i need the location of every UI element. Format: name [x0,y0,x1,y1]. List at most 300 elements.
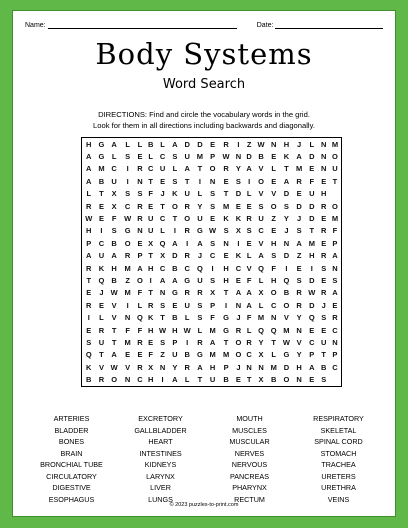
grid-letter[interactable]: J [321,300,326,310]
grid-letter[interactable]: W [183,325,191,335]
grid-letter[interactable]: F [246,313,252,323]
grid-letter[interactable]: J [99,288,104,298]
grid-letter[interactable]: E [246,238,252,248]
grid-letter[interactable]: E [296,263,302,273]
grid-letter[interactable]: B [86,375,92,385]
grid-letter[interactable]: Y [296,350,302,360]
grid-letter[interactable]: E [148,201,154,211]
grid-letter[interactable]: E [223,176,229,186]
grid-letter[interactable]: A [111,139,117,149]
grid-letter[interactable]: T [111,325,117,335]
grid-letter[interactable]: O [332,152,338,162]
grid-letter[interactable]: A [86,164,92,174]
grid-letter[interactable]: P [210,300,216,310]
grid-letter[interactable]: E [271,152,277,162]
grid-letter[interactable]: F [271,263,277,273]
grid-letter[interactable]: E [309,375,315,385]
grid-letter[interactable]: E [235,201,241,211]
grid-letter[interactable]: S [172,176,178,186]
grid-letter[interactable]: S [160,300,166,310]
grid-letter[interactable]: R [98,325,105,335]
grid-letter[interactable]: W [159,325,167,335]
grid-letter[interactable]: Z [271,214,277,224]
grid-letter[interactable]: K [86,362,92,372]
grid-letter[interactable]: E [321,176,327,186]
grid-letter[interactable]: X [210,288,216,298]
grid-letter[interactable]: F [148,350,153,360]
grid-letter[interactable]: R [321,226,327,236]
grid-letter[interactable]: I [285,263,288,273]
grid-letter[interactable]: C [159,263,166,273]
grid-letter[interactable]: U [309,189,315,199]
grid-letter[interactable]: F [332,226,338,236]
grid-letter[interactable]: Y [197,201,203,211]
grid-letter[interactable]: Q [159,238,166,248]
grid-letter[interactable]: R [184,288,190,298]
grid-letter[interactable]: O [137,275,143,285]
grid-letter[interactable]: O [124,238,131,248]
grid-letter[interactable]: G [223,325,230,335]
grid-letter[interactable]: V [258,189,264,199]
grid-letter[interactable]: Y [172,362,178,372]
grid-letter[interactable]: M [124,263,131,273]
grid-letter[interactable]: N [283,238,290,248]
grid-letter[interactable]: X [258,375,264,385]
grid-letter[interactable]: C [159,152,166,162]
grid-letter[interactable]: A [172,275,178,285]
grid-letter[interactable]: J [297,214,302,224]
grid-letter[interactable]: S [111,226,117,236]
grid-letter[interactable]: H [223,275,229,285]
grid-letter[interactable]: C [111,164,117,174]
grid-letter[interactable]: L [309,139,315,149]
grid-letter[interactable]: O [235,350,242,360]
grid-letter[interactable]: D [309,275,315,285]
grid-letter[interactable]: J [236,313,241,323]
grid-letter[interactable]: A [246,288,252,298]
grid-letter[interactable]: T [246,375,252,385]
grid-letter[interactable]: L [258,275,264,285]
grid-letter[interactable]: R [296,176,302,186]
grid-letter[interactable]: E [137,152,143,162]
grid-letter[interactable]: H [172,325,178,335]
grid-letter[interactable]: C [332,362,338,372]
grid-letter[interactable]: E [148,337,154,347]
grid-letter[interactable]: V [258,238,264,248]
grid-letter[interactable]: H [271,275,277,285]
grid-letter[interactable]: N [321,139,327,149]
grid-letter[interactable]: H [147,325,154,335]
grid-letter[interactable]: E [210,214,216,224]
grid-letter[interactable]: C [98,238,105,248]
grid-letter[interactable]: S [125,152,131,162]
grid-letter[interactable]: R [223,164,229,174]
grid-letter[interactable]: G [124,226,131,236]
grid-letter[interactable]: A [184,164,190,174]
grid-letter[interactable]: S [210,189,216,199]
grid-letter[interactable]: W [209,226,217,236]
grid-letter[interactable]: V [258,164,264,174]
grid-letter[interactable]: T [148,176,153,186]
grid-letter[interactable]: H [309,251,315,261]
grid-letter[interactable]: A [283,176,290,186]
grid-letter[interactable]: R [86,201,92,211]
grid-letter[interactable]: W [110,362,118,372]
grid-letter[interactable]: L [148,152,153,162]
grid-letter[interactable]: F [246,275,252,285]
grid-letter[interactable]: A [197,362,203,372]
grid-letter[interactable]: K [223,214,229,224]
grid-letter[interactable]: B [98,176,105,186]
grid-letter[interactable]: V [296,337,302,347]
grid-letter[interactable]: S [172,152,178,162]
grid-letter[interactable]: D [283,189,290,199]
grid-letter[interactable]: L [137,139,143,149]
grid-letter[interactable]: N [332,337,338,347]
grid-letter[interactable]: Z [246,139,252,149]
grid-letter[interactable]: P [223,362,229,372]
grid-letter[interactable]: T [321,350,327,360]
grid-letter[interactable]: W [110,288,118,298]
grid-letter[interactable]: I [100,226,103,236]
grid-letter[interactable]: T [332,176,338,186]
grid-letter[interactable]: T [271,337,277,347]
grid-letter[interactable]: E [210,139,216,149]
grid-letter[interactable]: S [246,226,252,236]
grid-letter[interactable]: V [111,300,117,310]
grid-letter[interactable]: C [137,375,143,385]
grid-letter[interactable]: U [147,214,154,224]
grid-letter[interactable]: O [235,337,242,347]
grid-letter[interactable]: S [210,275,216,285]
grid-letter[interactable]: E [137,350,143,360]
grid-letter[interactable]: N [296,325,302,335]
grid-letter[interactable]: N [246,362,252,372]
grid-letter[interactable]: L [86,189,92,199]
grid-letter[interactable]: Z [160,350,165,360]
grid-letter[interactable]: E [98,300,104,310]
grid-letter[interactable]: J [197,251,202,261]
grid-letter[interactable]: B [184,350,190,360]
grid-letter[interactable]: Q [196,263,203,273]
grid-letter[interactable]: W [85,214,93,224]
grid-letter[interactable]: N [296,375,302,385]
grid-letter[interactable]: E [332,300,338,310]
grid-letter[interactable]: R [184,226,190,236]
grid-letter[interactable]: T [160,313,165,323]
grid-letter[interactable]: U [184,189,190,199]
grid-letter[interactable]: P [172,337,178,347]
grid-letter[interactable]: U [98,337,105,347]
grid-letter[interactable]: S [137,189,143,199]
grid-letter[interactable]: C [332,325,338,335]
grid-letter[interactable]: W [257,139,265,149]
grid-letter[interactable]: H [111,263,117,273]
grid-letter[interactable]: D [309,201,315,211]
grid-letter[interactable]: S [197,313,203,323]
grid-letter[interactable]: I [173,226,176,236]
grid-letter[interactable]: L [160,139,165,149]
grid-letter[interactable]: R [321,201,327,211]
grid-letter[interactable]: S [258,201,264,211]
grid-letter[interactable]: T [197,164,203,174]
grid-letter[interactable]: J [297,139,302,149]
grid-letter[interactable]: E [321,238,327,248]
grid-letter[interactable]: C [184,263,190,273]
grid-letter[interactable]: A [332,251,338,261]
grid-letter[interactable]: N [137,176,143,186]
grid-letter[interactable]: C [147,164,154,174]
grid-letter[interactable]: W [308,288,316,298]
grid-letter[interactable]: L [111,152,117,162]
grid-letter[interactable]: U [209,375,216,385]
grid-letter[interactable]: I [225,300,228,310]
grid-letter[interactable]: T [160,201,165,211]
grid-letter[interactable]: U [184,152,190,162]
grid-letter[interactable]: G [98,152,105,162]
grid-letter[interactable]: H [86,139,92,149]
grid-letter[interactable]: X [111,189,117,199]
grid-letter[interactable]: Y [283,214,289,224]
grid-letter[interactable]: R [235,325,242,335]
grid-letter[interactable]: H [283,139,290,149]
grid-letter[interactable]: L [160,226,165,236]
grid-letter[interactable]: Q [283,275,290,285]
grid-letter[interactable]: R [147,300,154,310]
grid-letter[interactable]: F [210,313,215,323]
grid-letter[interactable]: U [111,176,117,186]
grid-letter[interactable]: E [86,288,92,298]
grid-letter[interactable]: T [309,226,315,236]
grid-letter[interactable]: T [99,350,104,360]
grid-letter[interactable]: A [209,337,216,347]
grid-letter[interactable]: U [197,214,203,224]
grid-letter[interactable]: E [309,325,315,335]
grid-letter[interactable]: U [258,214,264,224]
grid-letter[interactable]: T [172,214,178,224]
grid-letter[interactable]: O [283,375,290,385]
grid-letter[interactable]: M [295,164,303,174]
grid-letter[interactable]: S [321,313,327,323]
grid-letter[interactable]: I [186,238,189,248]
grid-letter[interactable]: Q [308,313,315,323]
grid-letter[interactable]: I [87,313,90,323]
grid-letter[interactable]: E [160,176,166,186]
grid-letter[interactable]: O [270,288,277,298]
grid-letter[interactable]: T [111,337,117,347]
grid-letter[interactable]: N [332,263,338,273]
grid-letter[interactable]: M [308,238,315,248]
grid-letter[interactable]: R [184,251,190,261]
grid-letter[interactable]: S [210,238,216,248]
grid-letter[interactable]: U [147,226,154,236]
grid-letter[interactable]: W [124,214,132,224]
grid-letter[interactable]: S [235,176,241,186]
grid-letter[interactable]: B [147,139,154,149]
grid-letter[interactable]: N [258,362,264,372]
grid-letter[interactable]: I [186,337,189,347]
grid-letter[interactable]: R [86,263,92,273]
grid-letter[interactable]: J [284,226,289,236]
grid-letter[interactable]: P [332,350,338,360]
grid-letter[interactable]: C [271,300,277,310]
grid-letter[interactable]: U [332,164,338,174]
grid-letter[interactable]: N [159,362,166,372]
grid-letter[interactable]: J [236,362,241,372]
grid-letter[interactable]: M [222,350,230,360]
grid-letter[interactable]: D [283,251,290,261]
grid-letter[interactable]: S [86,337,92,347]
grid-letter[interactable]: C [246,350,252,360]
grid-letter[interactable]: B [172,313,178,323]
grid-letter[interactable]: R [137,337,143,347]
grid-letter[interactable]: O [283,300,290,310]
grid-letter[interactable]: E [246,201,252,211]
grid-letter[interactable]: G [196,226,203,236]
grid-letter[interactable]: A [309,362,315,372]
grid-letter[interactable]: E [235,375,241,385]
grid-letter[interactable]: H [86,226,92,236]
grid-letter[interactable]: A [296,238,302,248]
grid-letter[interactable]: R [197,288,203,298]
grid-letter[interactable]: A [246,164,252,174]
grid-letter[interactable]: L [184,313,190,323]
grid-letter[interactable]: R [296,288,302,298]
grid-letter[interactable]: L [137,300,143,310]
grid-letter[interactable]: E [125,350,131,360]
grid-letter[interactable]: T [86,275,92,285]
grid-letter[interactable]: Q [85,350,92,360]
grid-letter[interactable]: X [235,226,241,236]
grid-letter[interactable]: B [271,375,277,385]
grid-letter[interactable]: T [148,288,153,298]
grid-letter[interactable]: D [309,300,315,310]
grid-letter[interactable]: B [172,263,178,273]
grid-letter[interactable]: O [332,201,338,211]
grid-letter[interactable]: S [271,251,277,261]
grid-letter[interactable]: A [111,350,117,360]
grid-letter[interactable]: R [246,337,252,347]
grid-letter[interactable]: E [98,201,104,211]
grid-letter[interactable]: L [258,300,264,310]
grid-letter[interactable]: B [258,152,264,162]
grid-letter[interactable]: Z [296,251,302,261]
grid-letter[interactable]: O [171,201,178,211]
grid-letter[interactable]: C [258,226,264,236]
grid-letter[interactable]: R [137,362,143,372]
grid-letter[interactable]: A [172,139,178,149]
grid-letter[interactable]: V [271,189,277,199]
grid-letter[interactable]: S [210,201,216,211]
grid-letter[interactable]: Y [296,313,302,323]
grid-letter[interactable]: C [209,251,216,261]
grid-letter[interactable]: T [223,337,229,347]
grid-letter[interactable]: N [124,313,131,323]
grid-letter[interactable]: H [209,362,216,372]
grid-letter[interactable]: T [184,176,190,186]
grid-letter[interactable]: S [321,263,327,273]
grid-letter[interactable]: R [137,201,143,211]
grid-letter[interactable]: V [283,313,289,323]
grid-letter[interactable]: R [197,337,203,347]
grid-letter[interactable]: D [309,152,315,162]
grid-letter[interactable]: A [86,152,92,162]
grid-letter[interactable]: P [309,350,315,360]
grid-letter[interactable]: H [296,362,302,372]
grid-letter[interactable]: D [197,139,203,149]
grid-letter[interactable]: E [296,189,302,199]
grid-letter[interactable]: R [321,251,327,261]
grid-letter[interactable]: M [124,288,131,298]
grid-letter[interactable]: M [270,362,277,372]
grid-letter[interactable]: Q [98,275,105,285]
grid-letter[interactable]: B [111,275,117,285]
grid-letter[interactable]: I [198,176,201,186]
grid-letter[interactable]: U [159,164,166,174]
grid-letter[interactable]: Y [235,164,241,174]
grid-letter[interactable]: N [159,288,166,298]
grid-letter[interactable]: I [126,164,129,174]
grid-letter[interactable]: E [86,325,92,335]
grid-letter[interactable]: H [223,263,229,273]
grid-letter[interactable]: G [98,139,105,149]
grid-letter[interactable]: L [246,251,252,261]
grid-letter[interactable]: Y [258,337,264,347]
grid-letter[interactable]: S [160,337,166,347]
grid-letter[interactable]: R [332,313,338,323]
grid-letter[interactable]: N [124,375,131,385]
grid-letter[interactable]: F [137,288,143,298]
grid-letter[interactable]: A [246,300,252,310]
grid-letter[interactable]: M [331,214,339,224]
grid-letter[interactable]: B [223,375,229,385]
grid-letter[interactable]: X [148,362,154,372]
grid-letter[interactable]: Z [125,275,130,285]
grid-letter[interactable]: A [172,238,178,248]
grid-letter[interactable]: L [99,313,104,323]
grid-letter[interactable]: R [296,300,302,310]
grid-letter[interactable]: I [149,275,152,285]
grid-letter[interactable]: X [111,201,117,211]
grid-letter[interactable]: E [321,214,327,224]
grid-letter[interactable]: S [296,275,302,285]
grid-letter[interactable]: D [309,214,315,224]
grid-letter[interactable]: M [257,313,265,323]
grid-letter[interactable]: V [125,362,131,372]
grid-letter[interactable]: T [223,189,229,199]
grid-letter[interactable]: K [235,251,242,261]
grid-letter[interactable]: X [258,288,264,298]
grid-letter[interactable]: B [283,288,290,298]
grid-letter[interactable]: L [197,189,203,199]
grid-letter[interactable]: U [184,300,190,310]
grid-letter[interactable]: S [296,226,302,236]
grid-letter[interactable]: E [271,176,277,186]
grid-letter[interactable]: O [258,176,264,186]
grid-letter[interactable]: R [124,251,131,261]
grid-letter[interactable]: L [271,350,277,360]
grid-letter[interactable]: O [111,375,118,385]
grid-letter[interactable]: L [246,189,252,199]
grid-letter[interactable]: D [296,201,302,211]
grid-letter[interactable]: F [309,176,315,186]
grid-letter[interactable]: Q [270,325,277,335]
grid-letter[interactable]: W [222,152,230,162]
grid-letter[interactable]: N [235,152,242,162]
grid-letter[interactable]: G [223,313,230,323]
grid-letter[interactable]: A [296,152,302,162]
grid-letter[interactable]: N [235,300,242,310]
